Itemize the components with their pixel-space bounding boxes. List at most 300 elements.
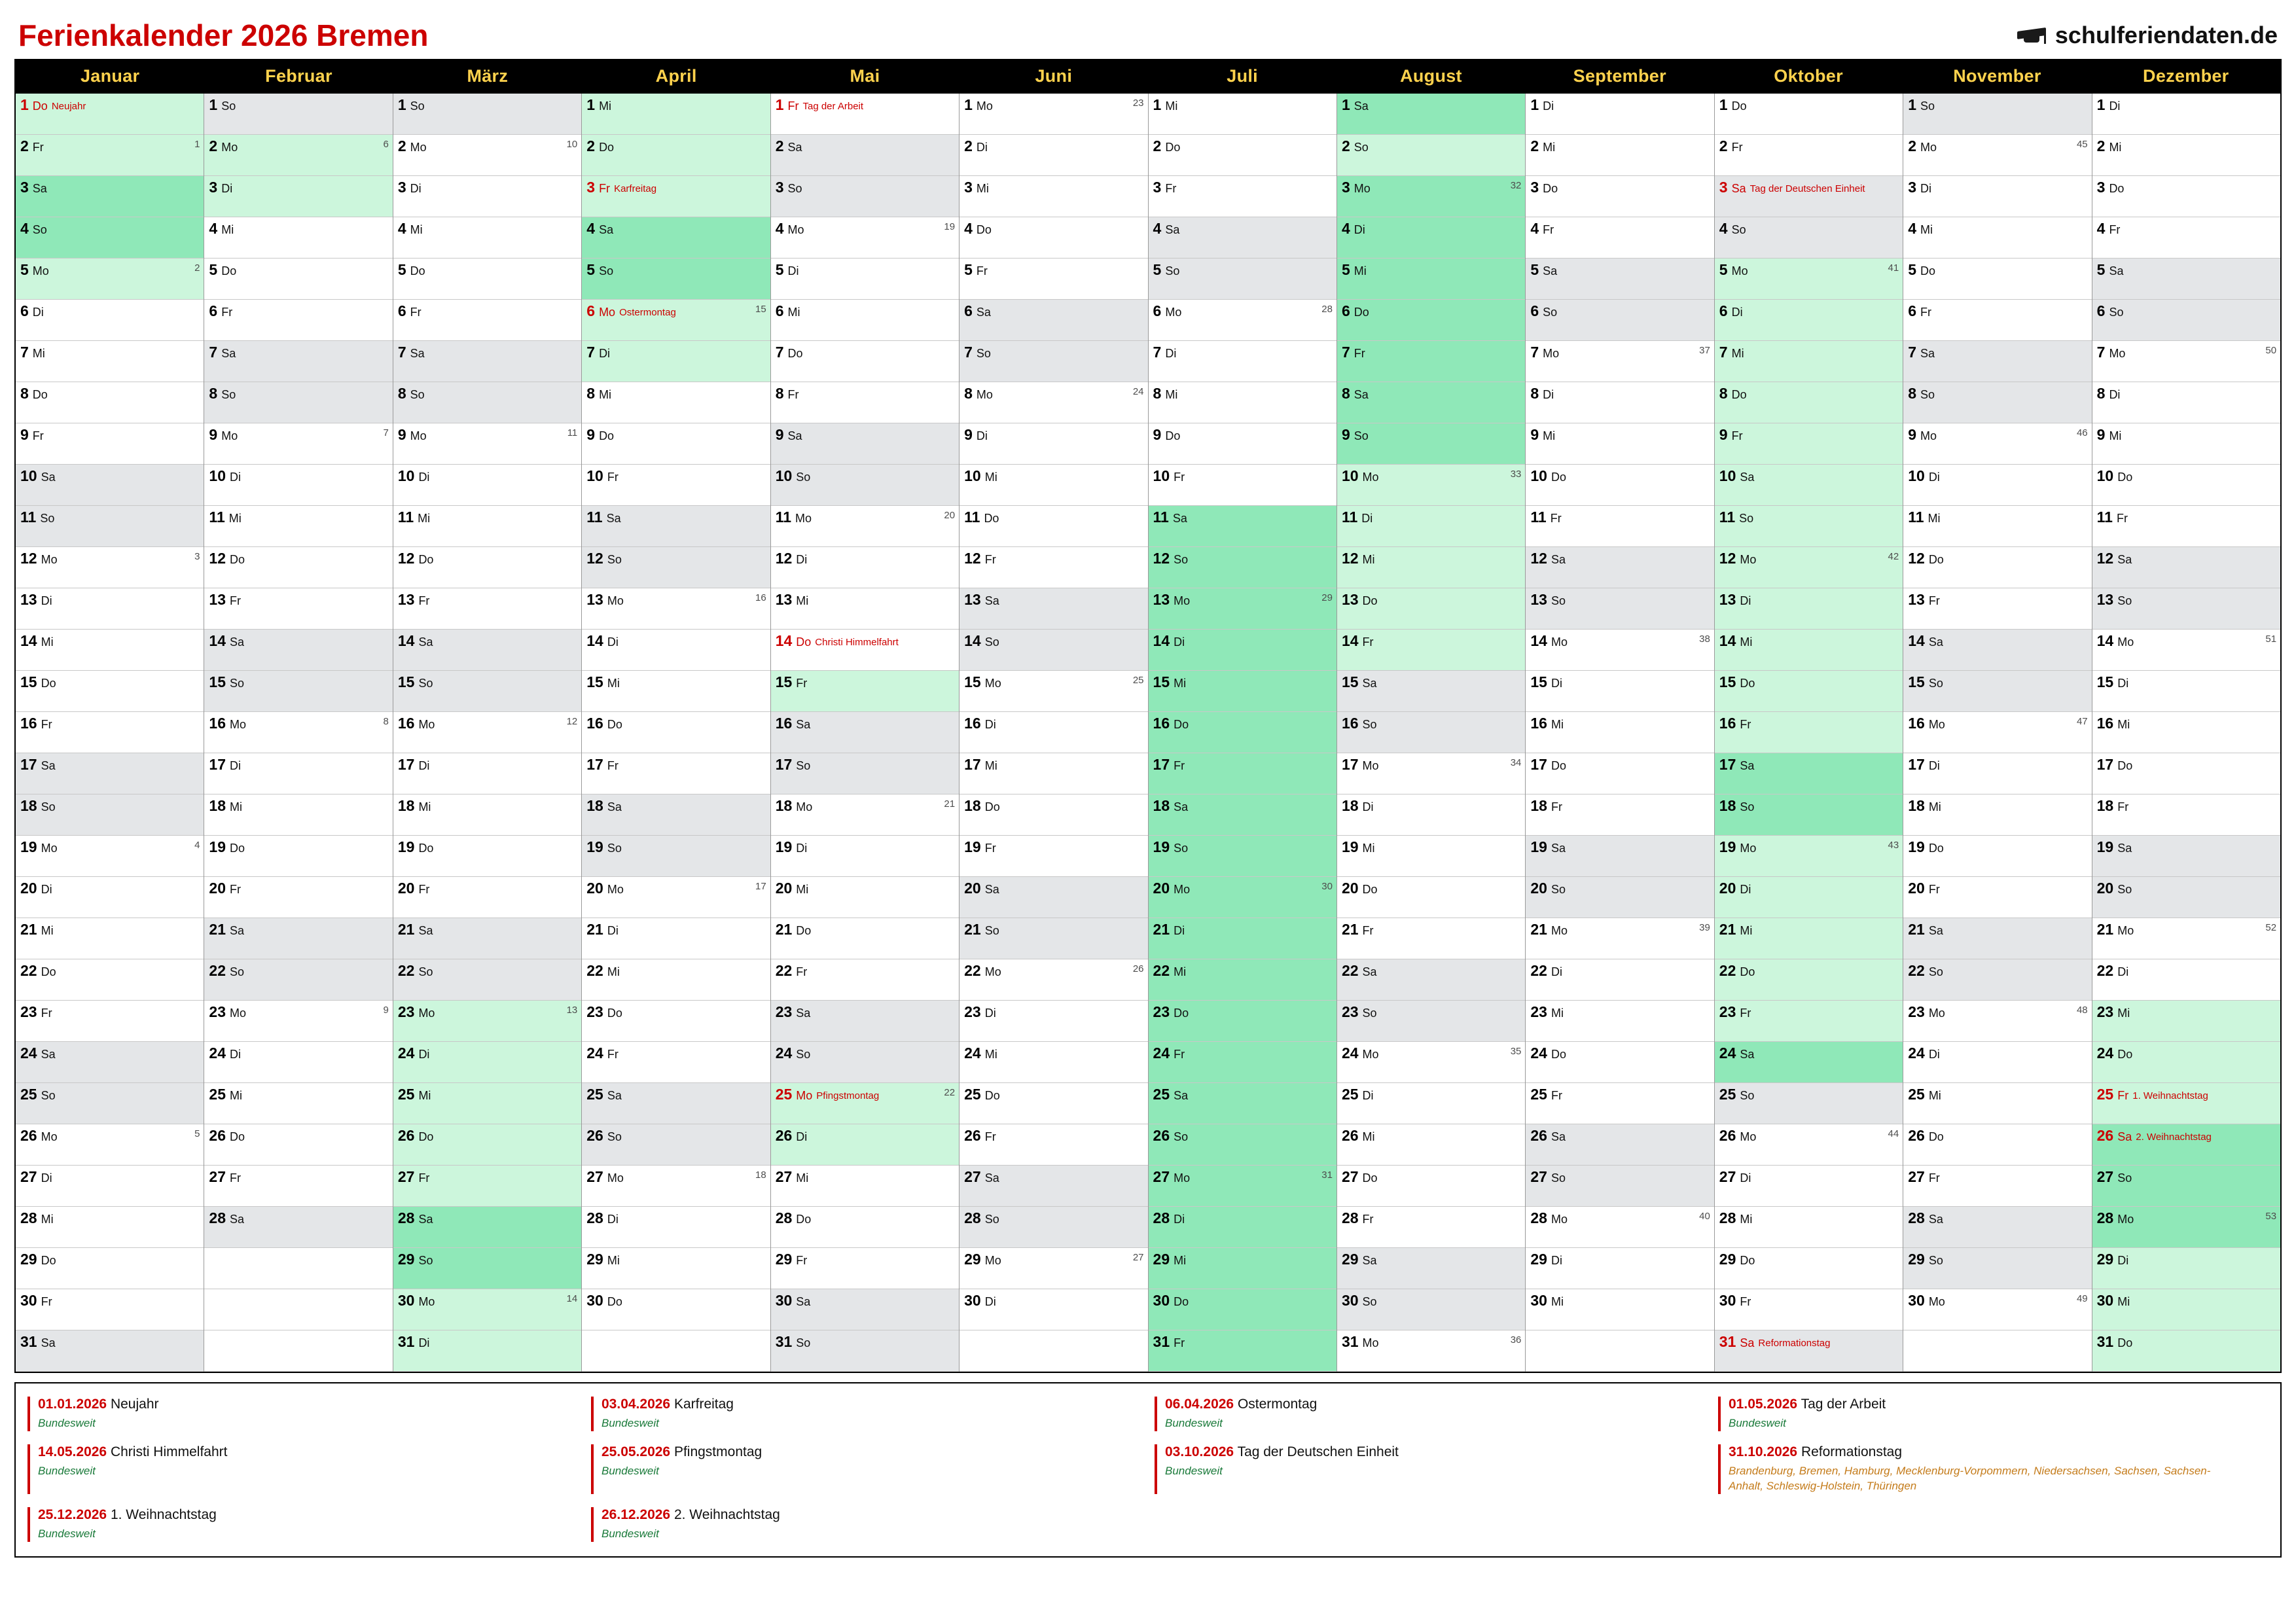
day-cell[interactable] <box>2092 1042 2280 1083</box>
day-cell[interactable] <box>771 1124 959 1166</box>
day-cell[interactable] <box>582 877 770 918</box>
day-cell[interactable] <box>1526 1248 1713 1289</box>
day-cell[interactable] <box>582 630 770 671</box>
day-cell[interactable] <box>1337 753 1525 794</box>
day-cell[interactable] <box>2092 671 2280 712</box>
day-cell[interactable] <box>393 753 581 794</box>
day-cell[interactable] <box>1149 877 1336 918</box>
day-cell[interactable] <box>2092 1083 2280 1124</box>
day-cell[interactable] <box>393 382 581 423</box>
day-cell[interactable] <box>1903 506 2091 547</box>
day-cell[interactable] <box>1715 1289 1903 1330</box>
day-cell[interactable] <box>1903 959 2091 1001</box>
day-cell[interactable] <box>2092 1330 2280 1372</box>
day-cell[interactable] <box>582 94 770 135</box>
day-cell[interactable] <box>1903 341 2091 382</box>
day-cell[interactable] <box>1337 1330 1525 1372</box>
day-cell[interactable] <box>2092 753 2280 794</box>
day-cell[interactable] <box>1337 1001 1525 1042</box>
day-cell[interactable] <box>582 753 770 794</box>
day-cell[interactable] <box>393 712 581 753</box>
day-cell[interactable] <box>1903 1042 2091 1083</box>
day-cell[interactable] <box>771 176 959 217</box>
day-cell[interactable] <box>2092 547 2280 588</box>
day-cell[interactable] <box>1149 836 1336 877</box>
day-cell[interactable] <box>1903 176 2091 217</box>
day-cell[interactable] <box>393 135 581 176</box>
day-cell[interactable] <box>771 94 959 135</box>
day-cell[interactable] <box>1526 1207 1713 1248</box>
day-cell[interactable] <box>393 94 581 135</box>
day-cell[interactable] <box>1149 1248 1336 1289</box>
day-cell[interactable] <box>960 1289 1147 1330</box>
day-cell[interactable] <box>2092 877 2280 918</box>
day-cell[interactable] <box>1526 588 1713 630</box>
day-cell[interactable] <box>16 217 204 259</box>
day-cell[interactable] <box>204 877 392 918</box>
day-cell[interactable] <box>1903 1289 2091 1330</box>
day-cell[interactable] <box>1715 712 1903 753</box>
day-cell[interactable] <box>1526 176 1713 217</box>
day-cell[interactable] <box>204 547 392 588</box>
site-brand[interactable] <box>2017 22 2278 49</box>
day-cell[interactable] <box>16 836 204 877</box>
day-cell[interactable] <box>960 1166 1147 1207</box>
day-cell[interactable] <box>1337 1207 1525 1248</box>
day-cell[interactable] <box>1337 423 1525 465</box>
day-cell[interactable] <box>771 547 959 588</box>
day-cell[interactable] <box>582 671 770 712</box>
day-cell[interactable] <box>1903 630 2091 671</box>
day-cell[interactable] <box>1337 836 1525 877</box>
day-cell[interactable] <box>1715 506 1903 547</box>
day-cell[interactable] <box>393 671 581 712</box>
day-cell[interactable] <box>204 465 392 506</box>
day-cell[interactable] <box>16 1166 204 1207</box>
day-cell[interactable] <box>204 94 392 135</box>
day-cell[interactable] <box>960 423 1147 465</box>
day-cell[interactable] <box>1526 877 1713 918</box>
day-cell[interactable] <box>1149 794 1336 836</box>
day-cell[interactable] <box>771 341 959 382</box>
day-cell[interactable] <box>960 300 1147 341</box>
day-cell[interactable] <box>16 918 204 959</box>
day-cell[interactable] <box>16 1289 204 1330</box>
day-cell[interactable] <box>960 94 1147 135</box>
day-cell[interactable] <box>393 1289 581 1330</box>
day-cell[interactable] <box>1903 836 2091 877</box>
day-cell[interactable] <box>2092 341 2280 382</box>
day-cell[interactable] <box>1526 506 1713 547</box>
day-cell[interactable] <box>771 506 959 547</box>
day-cell[interactable] <box>771 300 959 341</box>
day-cell[interactable] <box>1149 382 1336 423</box>
day-cell[interactable] <box>1715 1248 1903 1289</box>
day-cell[interactable] <box>1715 836 1903 877</box>
day-cell[interactable] <box>1149 1001 1336 1042</box>
day-cell[interactable] <box>960 135 1147 176</box>
day-cell[interactable] <box>1149 506 1336 547</box>
day-cell[interactable] <box>960 1083 1147 1124</box>
day-cell[interactable] <box>2092 630 2280 671</box>
day-cell[interactable] <box>1337 1042 1525 1083</box>
day-cell[interactable] <box>1715 300 1903 341</box>
day-cell[interactable] <box>771 1248 959 1289</box>
day-cell[interactable] <box>204 341 392 382</box>
day-cell[interactable] <box>771 1083 959 1124</box>
day-cell[interactable] <box>204 1124 392 1166</box>
day-cell[interactable] <box>1149 465 1336 506</box>
day-cell[interactable] <box>16 630 204 671</box>
day-cell[interactable] <box>960 1042 1147 1083</box>
day-cell[interactable] <box>1526 465 1713 506</box>
day-cell[interactable] <box>16 547 204 588</box>
day-cell[interactable] <box>771 753 959 794</box>
day-cell[interactable] <box>960 630 1147 671</box>
day-cell[interactable] <box>204 506 392 547</box>
day-cell[interactable] <box>582 259 770 300</box>
day-cell[interactable] <box>1149 341 1336 382</box>
day-cell[interactable] <box>2092 259 2280 300</box>
day-cell[interactable] <box>960 341 1147 382</box>
day-cell[interactable] <box>393 1166 581 1207</box>
day-cell[interactable] <box>771 423 959 465</box>
day-cell[interactable] <box>1149 1330 1336 1372</box>
day-cell[interactable] <box>1526 94 1713 135</box>
day-cell[interactable] <box>1715 423 1903 465</box>
day-cell[interactable] <box>16 135 204 176</box>
day-cell[interactable] <box>771 836 959 877</box>
day-cell[interactable] <box>582 217 770 259</box>
day-cell[interactable] <box>16 712 204 753</box>
day-cell[interactable] <box>393 1083 581 1124</box>
day-cell[interactable] <box>1337 135 1525 176</box>
day-cell[interactable] <box>1715 217 1903 259</box>
day-cell[interactable] <box>2092 836 2280 877</box>
day-cell[interactable] <box>1903 794 2091 836</box>
day-cell[interactable] <box>204 259 392 300</box>
day-cell[interactable] <box>1715 135 1903 176</box>
day-cell[interactable] <box>1526 630 1713 671</box>
day-cell[interactable] <box>2092 94 2280 135</box>
day-cell[interactable] <box>16 1207 204 1248</box>
day-cell[interactable] <box>16 1083 204 1124</box>
day-cell[interactable] <box>771 630 959 671</box>
day-cell[interactable] <box>16 1042 204 1083</box>
day-cell[interactable] <box>204 794 392 836</box>
day-cell[interactable] <box>16 300 204 341</box>
day-cell[interactable] <box>204 176 392 217</box>
day-cell[interactable] <box>1526 1166 1713 1207</box>
day-cell[interactable] <box>16 94 204 135</box>
day-cell[interactable] <box>393 877 581 918</box>
day-cell[interactable] <box>1149 94 1336 135</box>
day-cell[interactable] <box>1903 1001 2091 1042</box>
day-cell[interactable] <box>16 259 204 300</box>
day-cell[interactable] <box>2092 1001 2280 1042</box>
day-cell[interactable] <box>2092 588 2280 630</box>
day-cell[interactable] <box>1337 959 1525 1001</box>
day-cell[interactable] <box>771 712 959 753</box>
day-cell[interactable] <box>1337 300 1525 341</box>
day-cell[interactable] <box>582 465 770 506</box>
day-cell[interactable] <box>393 300 581 341</box>
day-cell[interactable] <box>1526 135 1713 176</box>
day-cell[interactable] <box>1903 1083 2091 1124</box>
day-cell[interactable] <box>1715 1124 1903 1166</box>
day-cell[interactable] <box>1337 1248 1525 1289</box>
day-cell[interactable] <box>1337 630 1525 671</box>
day-cell[interactable] <box>393 547 581 588</box>
day-cell[interactable] <box>1715 1042 1903 1083</box>
day-cell[interactable] <box>1526 1042 1713 1083</box>
day-cell[interactable] <box>16 176 204 217</box>
day-cell[interactable] <box>1337 1124 1525 1166</box>
day-cell[interactable] <box>393 506 581 547</box>
day-cell[interactable] <box>1526 217 1713 259</box>
day-cell[interactable] <box>1903 1207 2091 1248</box>
day-cell[interactable] <box>1337 588 1525 630</box>
day-cell[interactable] <box>1903 465 2091 506</box>
day-cell[interactable] <box>1715 1083 1903 1124</box>
day-cell[interactable] <box>582 1289 770 1330</box>
day-cell[interactable] <box>2092 506 2280 547</box>
day-cell[interactable] <box>393 918 581 959</box>
day-cell[interactable] <box>1149 671 1336 712</box>
day-cell[interactable] <box>1715 918 1903 959</box>
day-cell[interactable] <box>1149 959 1336 1001</box>
day-cell[interactable] <box>1337 1166 1525 1207</box>
day-cell[interactable] <box>582 300 770 341</box>
day-cell[interactable] <box>1149 135 1336 176</box>
day-cell[interactable] <box>1526 753 1713 794</box>
day-cell[interactable] <box>1149 1042 1336 1083</box>
day-cell[interactable] <box>771 1330 959 1372</box>
day-cell[interactable] <box>1337 547 1525 588</box>
day-cell[interactable] <box>1337 1083 1525 1124</box>
day-cell[interactable] <box>1149 712 1336 753</box>
day-cell[interactable] <box>1715 671 1903 712</box>
day-cell[interactable] <box>393 836 581 877</box>
day-cell[interactable] <box>1149 547 1336 588</box>
day-cell[interactable] <box>204 588 392 630</box>
day-cell[interactable] <box>204 918 392 959</box>
day-cell[interactable] <box>1903 712 2091 753</box>
day-cell[interactable] <box>1149 423 1336 465</box>
day-cell[interactable] <box>393 465 581 506</box>
day-cell[interactable] <box>204 382 392 423</box>
day-cell[interactable] <box>1337 671 1525 712</box>
day-cell[interactable] <box>960 1124 1147 1166</box>
day-cell[interactable] <box>582 836 770 877</box>
day-cell[interactable] <box>1149 1289 1336 1330</box>
day-cell[interactable] <box>2092 1166 2280 1207</box>
day-cell[interactable] <box>204 671 392 712</box>
day-cell[interactable] <box>204 712 392 753</box>
day-cell[interactable] <box>960 465 1147 506</box>
day-cell[interactable] <box>2092 382 2280 423</box>
day-cell[interactable] <box>1903 918 2091 959</box>
day-cell[interactable] <box>582 1124 770 1166</box>
day-cell[interactable] <box>960 1248 1147 1289</box>
day-cell[interactable] <box>16 877 204 918</box>
day-cell[interactable] <box>2092 959 2280 1001</box>
day-cell[interactable] <box>960 1207 1147 1248</box>
day-cell[interactable] <box>1337 341 1525 382</box>
day-cell[interactable] <box>2092 1124 2280 1166</box>
day-cell[interactable] <box>1149 176 1336 217</box>
day-cell[interactable] <box>1149 217 1336 259</box>
day-cell[interactable] <box>582 959 770 1001</box>
day-cell[interactable] <box>393 1248 581 1289</box>
day-cell[interactable] <box>2092 300 2280 341</box>
day-cell[interactable] <box>1526 836 1713 877</box>
day-cell[interactable] <box>1715 176 1903 217</box>
day-cell[interactable] <box>1149 630 1336 671</box>
day-cell[interactable] <box>393 341 581 382</box>
day-cell[interactable] <box>582 794 770 836</box>
day-cell[interactable] <box>960 753 1147 794</box>
day-cell[interactable] <box>1526 259 1713 300</box>
day-cell[interactable] <box>2092 1207 2280 1248</box>
day-cell[interactable] <box>1715 1001 1903 1042</box>
day-cell[interactable] <box>393 1001 581 1042</box>
day-cell[interactable] <box>1526 382 1713 423</box>
day-cell[interactable] <box>582 1248 770 1289</box>
day-cell[interactable] <box>1903 300 2091 341</box>
day-cell[interactable] <box>1715 959 1903 1001</box>
day-cell[interactable] <box>1149 918 1336 959</box>
day-cell[interactable] <box>1337 918 1525 959</box>
day-cell[interactable] <box>1149 259 1336 300</box>
day-cell[interactable] <box>1149 1166 1336 1207</box>
day-cell[interactable] <box>2092 465 2280 506</box>
day-cell[interactable] <box>204 300 392 341</box>
day-cell[interactable] <box>16 1330 204 1372</box>
day-cell[interactable] <box>1903 1124 2091 1166</box>
day-cell[interactable] <box>1337 94 1525 135</box>
day-cell[interactable] <box>393 794 581 836</box>
day-cell[interactable] <box>1715 341 1903 382</box>
day-cell[interactable] <box>2092 176 2280 217</box>
day-cell[interactable] <box>1526 423 1713 465</box>
day-cell[interactable] <box>204 1042 392 1083</box>
day-cell[interactable] <box>16 506 204 547</box>
day-cell[interactable] <box>771 1042 959 1083</box>
day-cell[interactable] <box>1715 630 1903 671</box>
day-cell[interactable] <box>393 1042 581 1083</box>
day-cell[interactable] <box>771 259 959 300</box>
day-cell[interactable] <box>204 1166 392 1207</box>
day-cell[interactable] <box>1903 382 2091 423</box>
day-cell[interactable] <box>771 465 959 506</box>
day-cell[interactable] <box>960 671 1147 712</box>
day-cell[interactable] <box>1526 1001 1713 1042</box>
day-cell[interactable] <box>771 794 959 836</box>
day-cell[interactable] <box>960 259 1147 300</box>
day-cell[interactable] <box>204 135 392 176</box>
day-cell[interactable] <box>1715 382 1903 423</box>
day-cell[interactable] <box>1149 588 1336 630</box>
day-cell[interactable] <box>1715 877 1903 918</box>
day-cell[interactable] <box>204 630 392 671</box>
day-cell[interactable] <box>1903 753 2091 794</box>
day-cell[interactable] <box>960 959 1147 1001</box>
day-cell[interactable] <box>1903 259 2091 300</box>
day-cell[interactable] <box>16 588 204 630</box>
day-cell[interactable] <box>771 1289 959 1330</box>
day-cell[interactable] <box>204 217 392 259</box>
day-cell[interactable] <box>1526 1124 1713 1166</box>
day-cell[interactable] <box>771 1207 959 1248</box>
day-cell[interactable] <box>204 836 392 877</box>
day-cell[interactable] <box>393 176 581 217</box>
day-cell[interactable] <box>1337 877 1525 918</box>
day-cell[interactable] <box>204 753 392 794</box>
day-cell[interactable] <box>582 1083 770 1124</box>
day-cell[interactable] <box>771 588 959 630</box>
day-cell[interactable] <box>771 1001 959 1042</box>
day-cell[interactable] <box>393 1207 581 1248</box>
day-cell[interactable] <box>582 506 770 547</box>
day-cell[interactable] <box>1337 382 1525 423</box>
day-cell[interactable] <box>1337 176 1525 217</box>
day-cell[interactable] <box>1715 259 1903 300</box>
day-cell[interactable] <box>16 959 204 1001</box>
day-cell[interactable] <box>16 465 204 506</box>
day-cell[interactable] <box>582 547 770 588</box>
day-cell[interactable] <box>393 959 581 1001</box>
day-cell[interactable] <box>1526 1289 1713 1330</box>
day-cell[interactable] <box>1526 794 1713 836</box>
day-cell[interactable] <box>582 1166 770 1207</box>
day-cell[interactable] <box>582 712 770 753</box>
day-cell[interactable] <box>771 671 959 712</box>
day-cell[interactable] <box>16 1001 204 1042</box>
day-cell[interactable] <box>2092 1289 2280 1330</box>
day-cell[interactable] <box>1715 1207 1903 1248</box>
day-cell[interactable] <box>960 506 1147 547</box>
day-cell[interactable] <box>582 588 770 630</box>
day-cell[interactable] <box>960 547 1147 588</box>
day-cell[interactable] <box>1715 465 1903 506</box>
day-cell[interactable] <box>393 1330 581 1372</box>
day-cell[interactable] <box>204 423 392 465</box>
day-cell[interactable] <box>582 382 770 423</box>
day-cell[interactable] <box>1715 547 1903 588</box>
day-cell[interactable] <box>771 918 959 959</box>
day-cell[interactable] <box>204 959 392 1001</box>
day-cell[interactable] <box>1526 918 1713 959</box>
day-cell[interactable] <box>393 630 581 671</box>
day-cell[interactable] <box>1526 959 1713 1001</box>
day-cell[interactable] <box>1715 753 1903 794</box>
day-cell[interactable] <box>1337 465 1525 506</box>
day-cell[interactable] <box>2092 135 2280 176</box>
day-cell[interactable] <box>960 918 1147 959</box>
day-cell[interactable] <box>960 176 1147 217</box>
day-cell[interactable] <box>1715 1330 1903 1372</box>
day-cell[interactable] <box>1903 1166 2091 1207</box>
day-cell[interactable] <box>960 588 1147 630</box>
day-cell[interactable] <box>2092 1248 2280 1289</box>
day-cell[interactable] <box>16 671 204 712</box>
day-cell[interactable] <box>960 836 1147 877</box>
day-cell[interactable] <box>393 259 581 300</box>
day-cell[interactable] <box>16 1248 204 1289</box>
day-cell[interactable] <box>1903 94 2091 135</box>
day-cell[interactable] <box>771 1166 959 1207</box>
